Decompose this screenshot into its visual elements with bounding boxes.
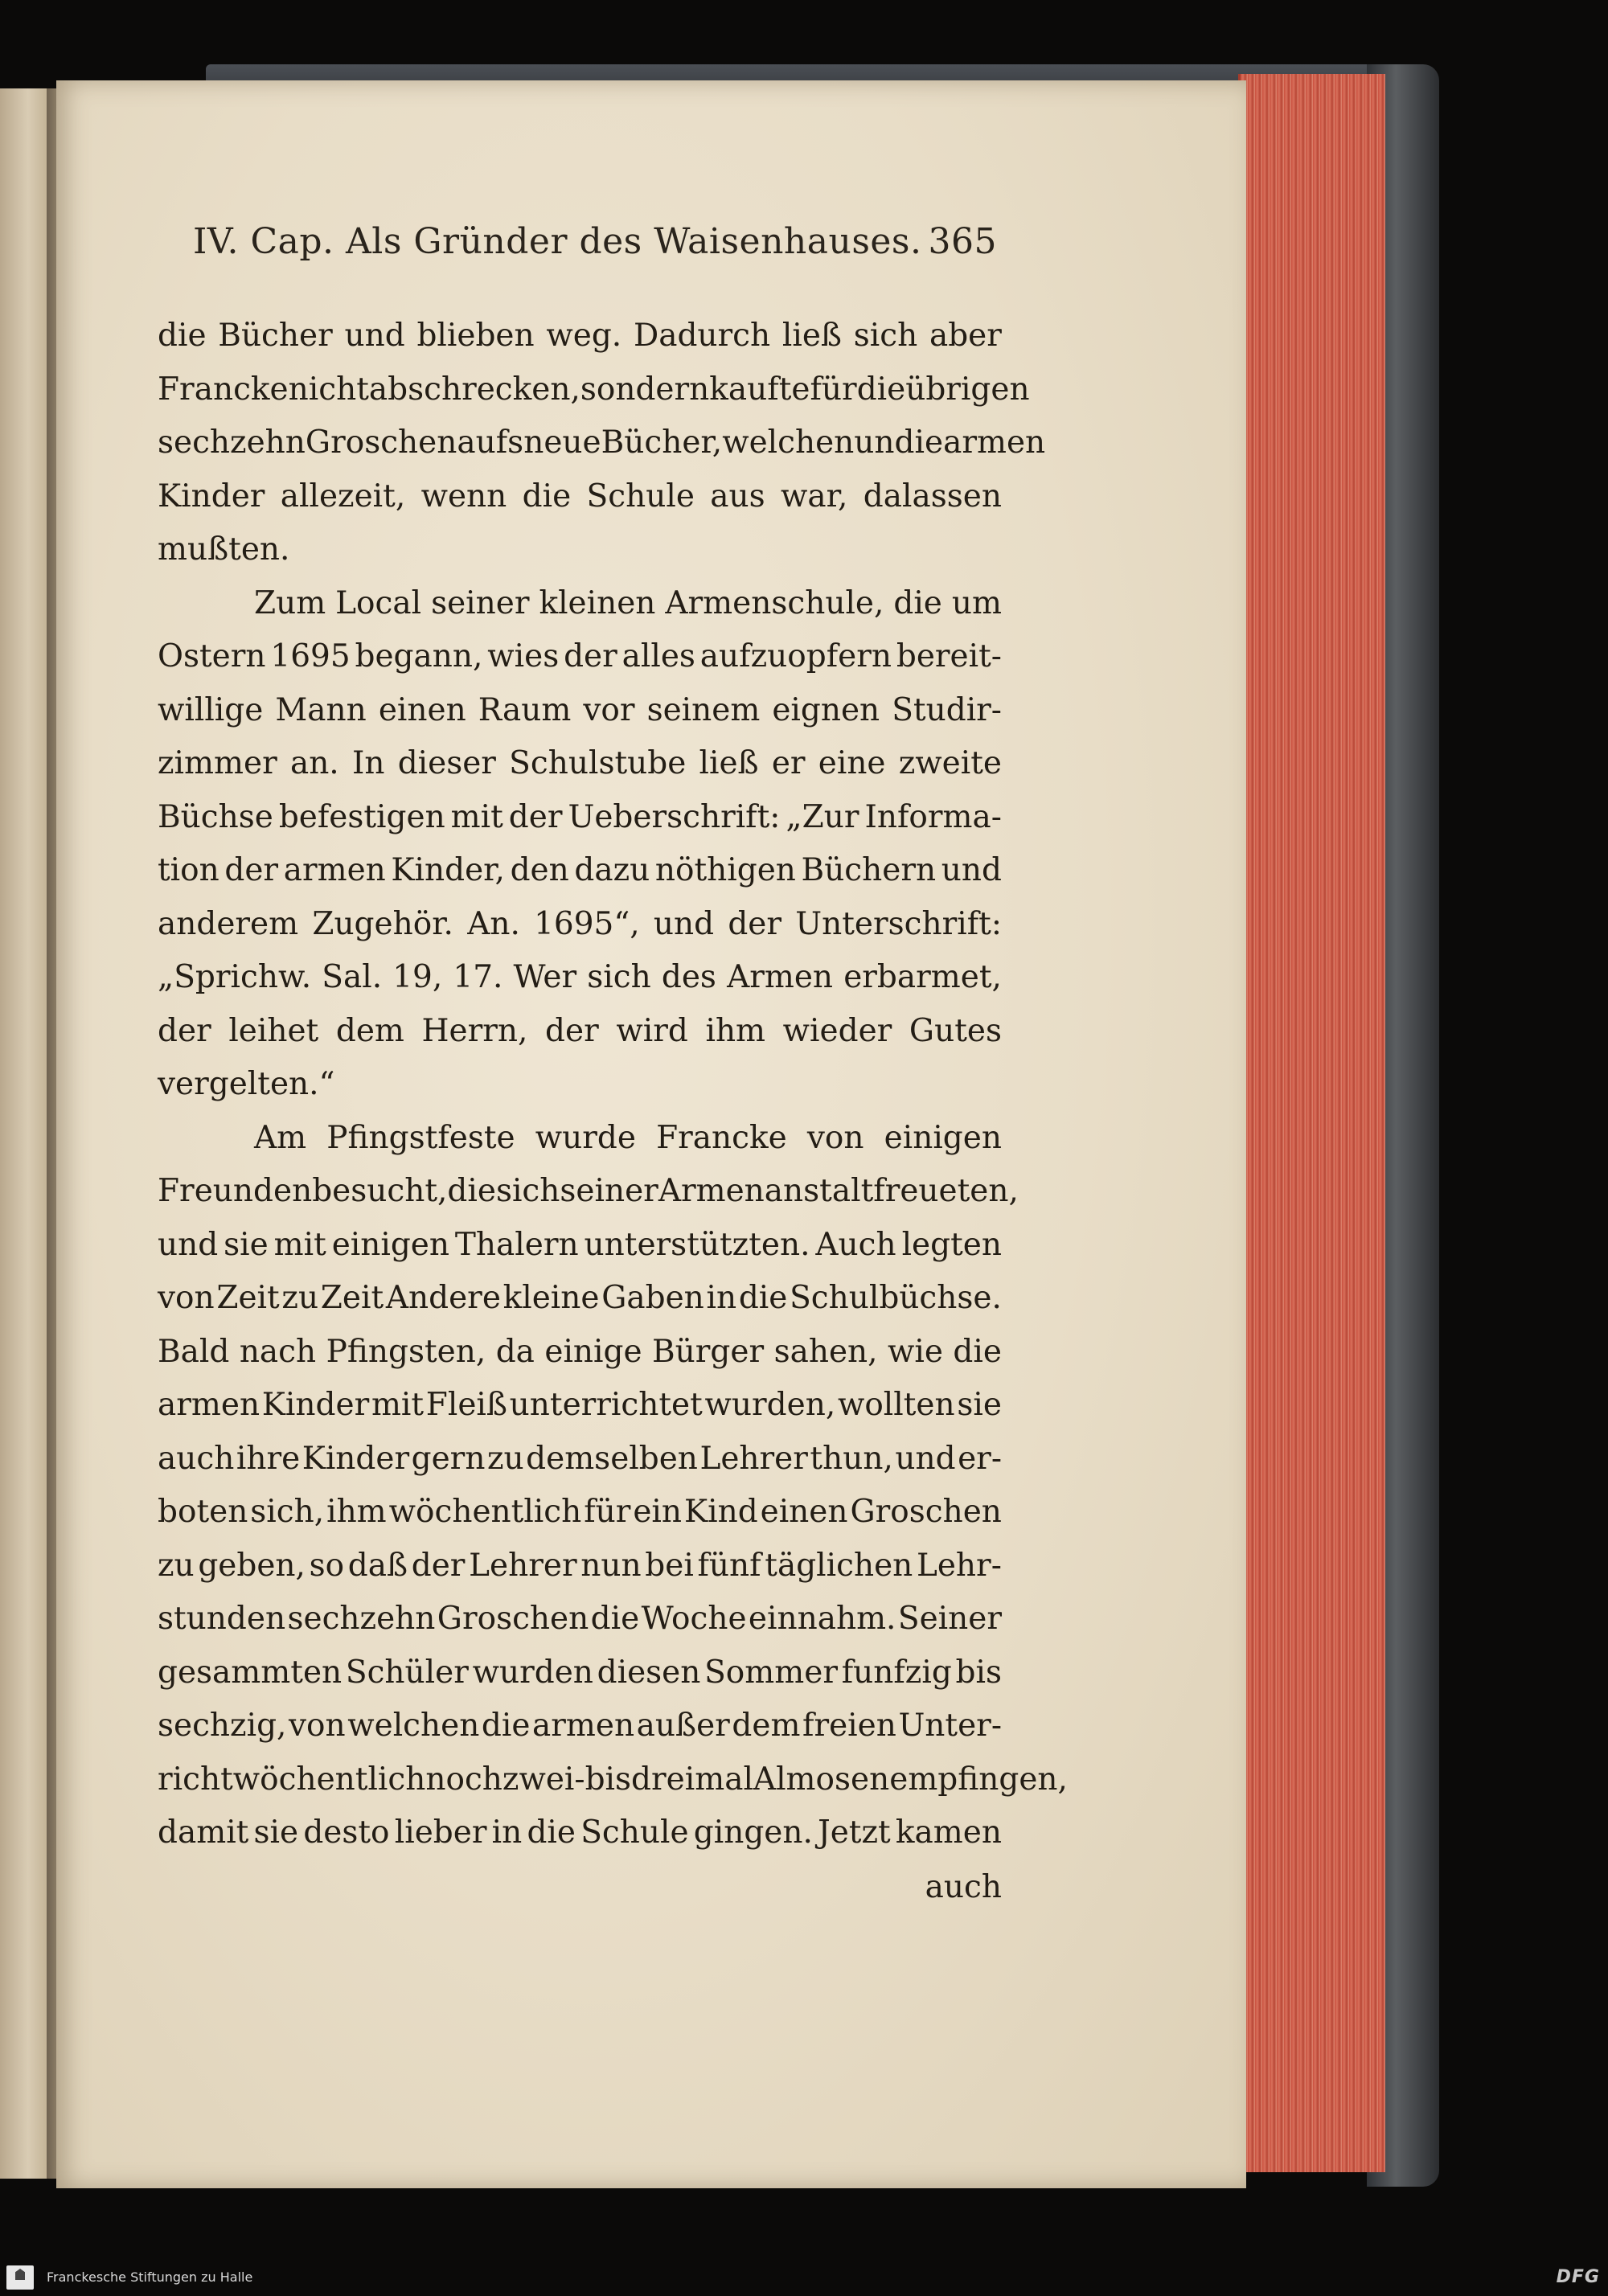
- word: sie: [224, 1226, 269, 1263]
- word: nöthigen: [654, 852, 796, 888]
- word: der: [564, 638, 617, 674]
- word: ihm: [705, 1012, 766, 1049]
- text-line: [158, 898, 1002, 952]
- word: demselben: [526, 1440, 698, 1477]
- word: Francke: [158, 371, 289, 408]
- text-line: [158, 470, 1002, 524]
- word: Groschen: [850, 1494, 1002, 1530]
- word: unterrichtet: [509, 1387, 703, 1423]
- text-line: [158, 1486, 1002, 1540]
- word: die: [894, 424, 944, 461]
- word: Armenanstalt: [658, 1173, 874, 1209]
- word: Almosen: [753, 1761, 890, 1798]
- word: er-: [958, 1440, 1002, 1477]
- word: der: [545, 1012, 599, 1049]
- word: Ueberschrift:: [568, 798, 781, 835]
- word: die: [856, 371, 906, 408]
- word: einen: [378, 691, 466, 728]
- word: ihm: [326, 1494, 387, 1530]
- word: armen: [532, 1708, 635, 1744]
- word: daß: [347, 1547, 408, 1584]
- word: allezeit,: [280, 478, 406, 515]
- word: Raum: [478, 691, 572, 728]
- word: dazu: [574, 852, 650, 888]
- text-line: [158, 1326, 1002, 1380]
- word: Bürger: [652, 1333, 765, 1370]
- word: Bücher,: [601, 424, 723, 461]
- word: geben,: [198, 1547, 306, 1584]
- text-line: [158, 416, 1046, 470]
- word: Local: [335, 584, 422, 621]
- word: Armenschule,: [665, 584, 884, 621]
- word: dem: [335, 1012, 404, 1049]
- red-page-edges: [1238, 74, 1385, 2172]
- word: zu: [281, 1280, 319, 1316]
- word: und: [344, 318, 405, 354]
- word: damit: [158, 1814, 249, 1851]
- footer-bar: [0, 2259, 1608, 2296]
- word: seiner: [431, 584, 530, 621]
- word: Pfingstfeste: [326, 1119, 515, 1156]
- word: sie: [253, 1814, 299, 1851]
- text-line: [158, 1112, 1002, 1166]
- word: Jetzt: [818, 1814, 891, 1851]
- word: und: [653, 905, 715, 942]
- word: dem: [732, 1708, 801, 1744]
- word: ließ: [699, 745, 759, 781]
- word: und: [941, 852, 1002, 888]
- word: Informa-: [864, 798, 1002, 835]
- word: so: [309, 1547, 345, 1584]
- word: mußten.: [158, 531, 290, 568]
- word: aber: [929, 318, 1002, 354]
- word: Schule: [586, 478, 695, 515]
- word: da: [495, 1333, 535, 1370]
- word: der: [224, 852, 279, 888]
- word: Kinder: [158, 478, 265, 515]
- running-head-title: IV. Cap. Als Gründer des Waisenhauses.: [193, 221, 922, 262]
- word: 17.: [453, 959, 503, 995]
- word: in: [491, 1814, 523, 1851]
- word: „Zur: [786, 798, 859, 835]
- word: Schulbüchse.: [790, 1280, 1002, 1316]
- catchword: auch: [925, 1869, 1002, 1905]
- word: mit: [273, 1226, 326, 1263]
- facing-page-edge: [0, 88, 48, 2179]
- word: kaufte: [709, 371, 810, 408]
- word: für: [810, 371, 857, 408]
- word: aufzuopfern: [699, 638, 892, 674]
- word: sie: [957, 1387, 1002, 1423]
- word: mit: [450, 798, 503, 835]
- word: Zugehör.: [312, 905, 453, 942]
- word: Groschen: [437, 1601, 589, 1637]
- word: Bald: [158, 1333, 230, 1370]
- word: unterstützten.: [584, 1226, 810, 1263]
- word: mit: [371, 1387, 425, 1423]
- text-line: [158, 363, 1030, 417]
- word: sich,: [250, 1494, 325, 1530]
- word: in: [706, 1280, 737, 1316]
- word: ihre: [236, 1440, 301, 1477]
- word: gern: [411, 1440, 486, 1477]
- body-text: [158, 310, 1068, 1860]
- word: einen: [760, 1494, 848, 1530]
- word: aufs: [457, 424, 524, 461]
- word: an.: [289, 745, 339, 781]
- word: dieser: [397, 745, 496, 781]
- word: weg.: [546, 318, 622, 354]
- word: noch: [425, 1761, 503, 1798]
- text-line: [158, 523, 1002, 577]
- word: anderem: [158, 905, 299, 942]
- word: die: [481, 1708, 531, 1744]
- word: die: [522, 478, 572, 515]
- word: des: [661, 959, 716, 995]
- word: die: [738, 1280, 788, 1316]
- word: Unter-: [898, 1708, 1002, 1744]
- word: wieder: [782, 1012, 892, 1049]
- word: Dadurch: [633, 318, 771, 354]
- word: nach: [239, 1333, 317, 1370]
- word: einigen: [331, 1226, 449, 1263]
- word: freien: [802, 1708, 896, 1744]
- text-line: [158, 577, 1002, 631]
- word: Kinder,: [391, 852, 505, 888]
- word: Am: [254, 1119, 307, 1156]
- word: Freunden: [158, 1173, 313, 1209]
- word: Zum: [254, 584, 326, 621]
- word: bis: [955, 1654, 1002, 1691]
- word: und: [895, 1440, 956, 1477]
- word: zimmer: [158, 745, 277, 781]
- word: Wer: [513, 959, 577, 995]
- text-line: [158, 1219, 1002, 1273]
- word: kleine: [503, 1280, 600, 1316]
- word: aus: [710, 478, 765, 515]
- word: Fleiß: [425, 1387, 507, 1423]
- text-line: [158, 1272, 1002, 1326]
- word: von: [806, 1119, 864, 1156]
- word: blieben: [416, 318, 535, 354]
- word: auch: [158, 1440, 235, 1477]
- word: sahen,: [773, 1333, 878, 1370]
- word: er: [771, 745, 806, 781]
- word: vergelten.“: [158, 1066, 335, 1102]
- word: desto: [303, 1814, 390, 1851]
- text-line: [158, 1540, 1002, 1593]
- word: Lehrer: [699, 1440, 808, 1477]
- word: kleinen: [539, 584, 656, 621]
- word: erbarmet,: [843, 959, 1002, 995]
- text-line: [158, 1646, 1002, 1700]
- word: leihet: [228, 1012, 319, 1049]
- word: der: [508, 798, 563, 835]
- word: empfingen,: [889, 1761, 1068, 1798]
- text-line: [158, 1165, 1019, 1219]
- word: fünf: [697, 1547, 761, 1584]
- word: Studir-: [892, 691, 1002, 728]
- word: wurden: [472, 1654, 593, 1691]
- word: Andere: [385, 1280, 501, 1316]
- text-line: [158, 1699, 1002, 1753]
- word: wöchentlich: [232, 1761, 426, 1798]
- word: bereit-: [896, 638, 1002, 674]
- text-line: [158, 844, 1002, 898]
- word: Kinder: [261, 1387, 370, 1423]
- word: zu: [486, 1440, 524, 1477]
- word: abschrecken,: [368, 371, 580, 408]
- word: nun: [834, 424, 895, 461]
- word: eignen: [772, 691, 880, 728]
- word: Kind: [683, 1494, 758, 1530]
- word: 19,: [392, 959, 443, 995]
- text-line: [158, 1806, 1002, 1860]
- dfg-logo: DFG: [1556, 2267, 1600, 2287]
- word: Gutes: [909, 1012, 1002, 1049]
- word: bei: [645, 1547, 694, 1584]
- word: tion: [158, 852, 219, 888]
- page-number: 365: [928, 221, 997, 262]
- text-line: [158, 1379, 1002, 1433]
- word: Bücher: [218, 318, 333, 354]
- word: wurde: [535, 1119, 636, 1156]
- text-line: [158, 1005, 1002, 1059]
- word: Pfingsten,: [326, 1333, 486, 1370]
- word: An.: [467, 905, 520, 942]
- word: den: [510, 852, 569, 888]
- text-line: [158, 951, 1002, 1005]
- word: Unterschrift:: [795, 905, 1002, 942]
- text-line: [158, 1753, 1068, 1807]
- word: Herrn,: [421, 1012, 528, 1049]
- word: boten: [158, 1494, 248, 1530]
- word: einnahm.: [748, 1601, 896, 1637]
- word: sechzig,: [158, 1708, 287, 1744]
- word: Lehrer: [469, 1547, 577, 1584]
- word: wies: [487, 638, 560, 674]
- word: freueten,: [873, 1173, 1019, 1209]
- word: richt: [158, 1761, 233, 1798]
- text-line: [158, 1058, 1002, 1112]
- word: legten: [901, 1226, 1002, 1263]
- word: Sal.: [322, 959, 383, 995]
- word: die: [447, 1173, 496, 1209]
- word: Armen: [727, 959, 834, 995]
- word: stunden: [158, 1601, 286, 1637]
- word: nicht: [288, 371, 369, 408]
- word: Büchse: [158, 798, 273, 835]
- word: willige: [158, 691, 264, 728]
- word: armen: [943, 424, 1046, 461]
- word: seiner: [560, 1173, 658, 1209]
- word: alles: [621, 638, 695, 674]
- word: ließ: [781, 318, 842, 354]
- word: wird: [616, 1012, 688, 1049]
- word: und: [158, 1226, 219, 1263]
- institution-name: Franckesche Stiftungen zu Halle: [47, 2269, 253, 2285]
- text-line: [158, 737, 1002, 791]
- word: Francke: [656, 1119, 787, 1156]
- word: zwei-: [502, 1761, 585, 1798]
- word: kamen: [895, 1814, 1002, 1851]
- word: übrigen: [905, 371, 1030, 408]
- word: befestigen: [278, 798, 445, 835]
- word: Schüler: [345, 1654, 469, 1691]
- word: welche: [722, 424, 835, 461]
- word: Auch: [815, 1226, 896, 1263]
- word: eine: [818, 745, 886, 781]
- word: armen: [158, 1387, 260, 1423]
- running-head: [193, 221, 997, 277]
- word: die: [893, 584, 942, 621]
- word: wenn: [420, 478, 507, 515]
- word: besucht,: [312, 1173, 448, 1209]
- word: von: [289, 1708, 346, 1744]
- text-line: [158, 1593, 1002, 1646]
- word: Thalern: [454, 1226, 579, 1263]
- word: wurden,: [704, 1387, 836, 1423]
- word: gesammten: [158, 1654, 343, 1691]
- word: lieber: [394, 1814, 487, 1851]
- word: Zeit: [320, 1280, 384, 1316]
- word: sich: [853, 318, 918, 354]
- word: 1695: [270, 638, 351, 674]
- word: Lehr-: [916, 1547, 1002, 1584]
- word: zu: [158, 1547, 195, 1584]
- word: diesen: [597, 1654, 701, 1691]
- word: dreimal: [631, 1761, 753, 1798]
- word: war,: [781, 478, 848, 515]
- word: der: [411, 1547, 466, 1584]
- word: um: [951, 584, 1002, 621]
- word: funfzig: [841, 1654, 952, 1691]
- word: Groschen: [305, 424, 457, 461]
- word: für: [584, 1494, 631, 1530]
- text-line: [158, 684, 1002, 738]
- word: „Sprichw.: [158, 959, 312, 995]
- text-line: [158, 1433, 1002, 1486]
- text-line: [158, 310, 1002, 363]
- word: Woche: [641, 1601, 747, 1637]
- institution-logo-icon: [6, 2265, 34, 2290]
- word: sich: [587, 959, 651, 995]
- text-line: [158, 791, 1002, 845]
- word: Büchern: [801, 852, 937, 888]
- word: sich: [495, 1173, 560, 1209]
- word: einige: [544, 1333, 642, 1370]
- word: 1695“,: [534, 905, 640, 942]
- word: sechzehn: [287, 1601, 436, 1637]
- word: zweite: [898, 745, 1002, 781]
- word: neue: [523, 424, 601, 461]
- word: einigen: [884, 1119, 1002, 1156]
- word: Gaben: [601, 1280, 704, 1316]
- word: dalassen: [863, 478, 1002, 515]
- word: Schulstube: [509, 745, 687, 781]
- word: der: [158, 1012, 211, 1049]
- word: Mann: [275, 691, 367, 728]
- word: wie: [888, 1333, 943, 1370]
- word: von: [158, 1280, 215, 1316]
- word: die: [590, 1601, 640, 1637]
- word: Kinder: [302, 1440, 410, 1477]
- word: die: [953, 1333, 1002, 1370]
- word: Sommer: [704, 1654, 838, 1691]
- word: armen: [283, 852, 386, 888]
- word: thun,: [810, 1440, 893, 1477]
- word: Ostern: [158, 638, 266, 674]
- word: nun: [580, 1547, 642, 1584]
- word: vor: [583, 691, 635, 728]
- word: gingen.: [693, 1814, 813, 1851]
- word: begann,: [355, 638, 483, 674]
- word: wöchentlich: [388, 1494, 582, 1530]
- word: ein: [633, 1494, 683, 1530]
- word: der: [728, 905, 782, 942]
- word: seinem: [646, 691, 761, 728]
- word: außer: [636, 1708, 730, 1744]
- word: In: [351, 745, 385, 781]
- word: bis: [585, 1761, 632, 1798]
- word: wollten: [837, 1387, 955, 1423]
- word: täglichen: [765, 1547, 913, 1584]
- text-line: [158, 630, 1002, 684]
- word: sechzehn: [158, 424, 306, 461]
- word: die: [527, 1814, 576, 1851]
- word: die: [158, 318, 207, 354]
- word: sondern: [580, 371, 710, 408]
- word: welchen: [347, 1708, 480, 1744]
- word: Schule: [580, 1814, 689, 1851]
- word: Seiner: [897, 1601, 1002, 1637]
- word: Zeit: [216, 1280, 280, 1316]
